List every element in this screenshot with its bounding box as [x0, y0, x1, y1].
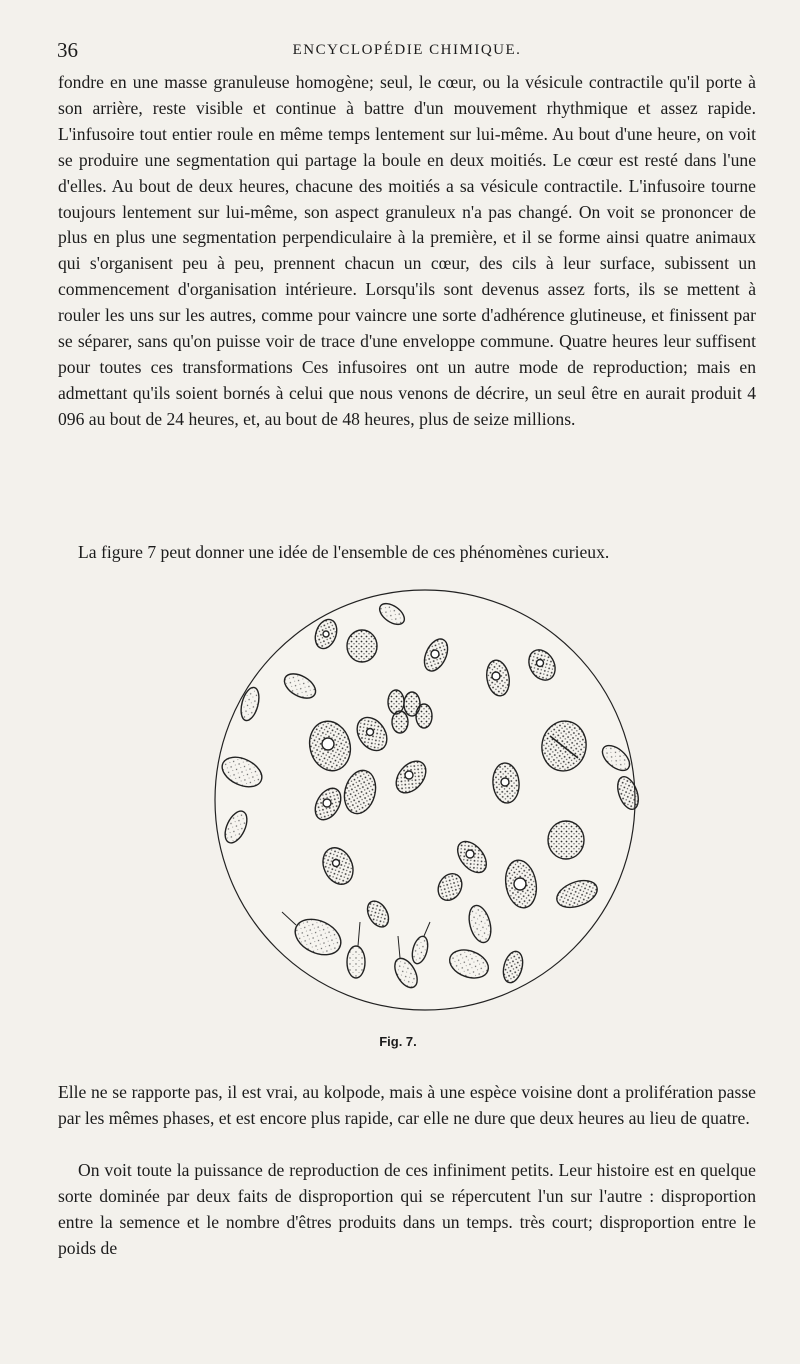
infusorium — [347, 946, 365, 978]
body-paragraph-3: Elle ne se rapporte pas, il est vrai, au kolpode, mais à une espèce voisine dont a prolifération passe par les mêmes phases, et est encore plus rapide, car elle ne dure que deux heures au lieu de quatre. — [58, 1082, 756, 1128]
figure-7-illustration — [180, 560, 660, 1040]
page-header — [57, 38, 757, 66]
dividing-infusorium — [416, 704, 432, 728]
figure-caption: Fig. 7. — [379, 1034, 417, 1049]
dividing-infusorium — [392, 711, 408, 733]
infusorium — [347, 630, 377, 662]
body-paragraph-2: La figure 7 peut donner une idée de l'ensemble de ces phénomènes curieux. — [78, 542, 610, 562]
running-title: ENCYCLOPÉDIE CHIMIQUE. — [292, 42, 522, 58]
body-paragraph-4: On voit toute la puissance de reproduction de ces infiniment petits. Leur histoire est en quelque sorte dominée par deux faits de disproportion qui se répercutent l'un sur l'autre : disproportion entre la semence et le nombre d'êtres produits dans un temps. très court; disproportion entre le poids de — [58, 1160, 756, 1258]
body-paragraph-1: fondre en une masse granuleuse homogène; seul, le cœur, ou la vésicule contractile qu'il porte à son arrière, reste visible et continue à battre d'un mouvement rhythmique et assez rapide. L'infusoire tout entier roule en même temps lentement sur lui-même. Au bout d'une heure, on voit se produire une segmentation qui partage la boule en deux moitiés. Le cœur est resté dans l'une d'elles. Au bout de deux heures, chacune des moitiés a sa vésicule contractile. L'infusoire tourne toujours lentement sur lui-même, son aspect granuleux n'a pas changé. On voit se prononcer de plus en plus une segmentation perpendiculaire à la première, et il se forme ainsi quatre animaux qui s'organisent peu à peu, prennent chacun un cœur, des cils à leur surface, subissent un commencement d'organisation intérieure. Lorsqu'ils sont devenus assez forts, ils se mettent à rouler les uns sur les autres, comme pour vaincre une sorte d'adhérence glutineuse, et finissent par se séparer, sans qu'on puisse voir de trace d'une enveloppe commune. Quatre heures leur suffisent pour toutes ces transformations Ces infusoires ont un autre mode de reproduction; mais en admettant qu'ils soient bornés à celui que nous venons de décrire, un seul être en aurait produit 4 096 au bout de 24 heures, et, au bout de 48 heures, plus de seize millions. — [58, 72, 756, 429]
page-number: 36 — [57, 38, 78, 62]
dividing-infusorium — [388, 690, 404, 714]
infusorium — [548, 821, 584, 859]
microscope-field-drawing — [180, 560, 660, 1040]
